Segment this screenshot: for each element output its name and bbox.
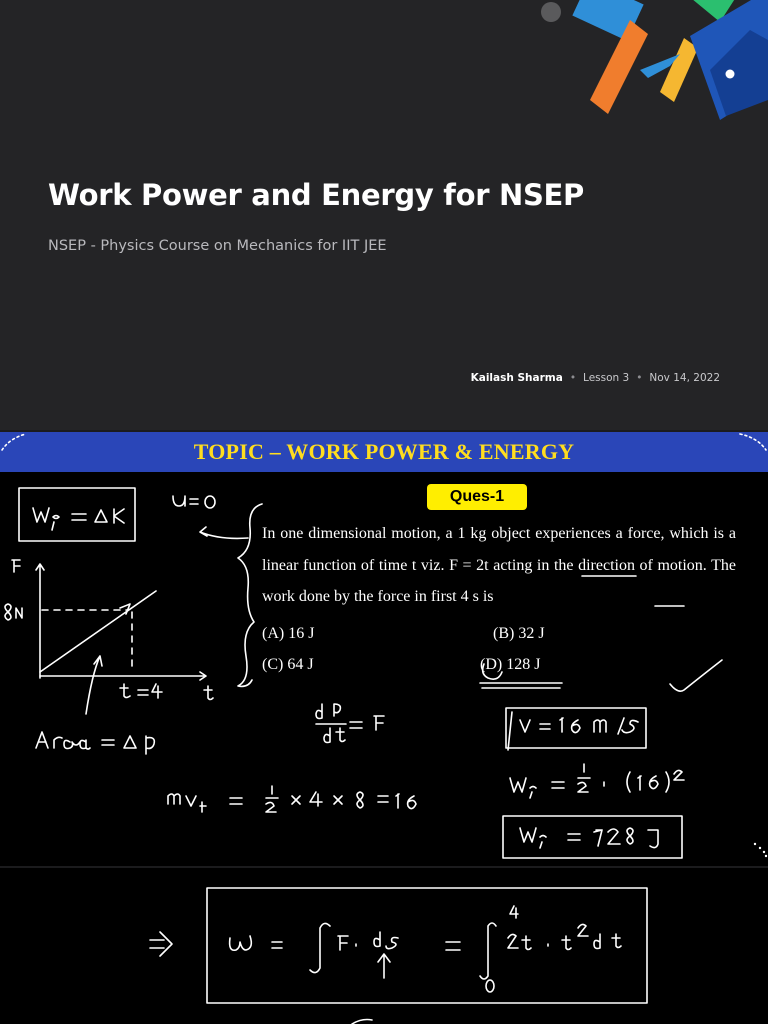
- course-subtitle: NSEP - Physics Course on Mechanics for IIT JEE: [48, 238, 387, 254]
- handwritten-annotations: [0, 432, 768, 866]
- meta-separator: •: [636, 372, 643, 384]
- option-a[interactable]: (A) 16 J: [262, 625, 315, 642]
- option-c[interactable]: (C) 64 J: [262, 656, 314, 673]
- lesson-title: Work Power and Energy for NSEP: [48, 178, 585, 212]
- lesson-meta: [471, 372, 720, 384]
- worked-solution-slide: [0, 868, 768, 1024]
- lesson-date: Nov 14, 2022: [649, 372, 720, 384]
- option-d[interactable]: (D) 128 J: [480, 656, 541, 673]
- meta-separator: •: [569, 372, 577, 384]
- question-text: In one dimensional motion, a 1 kg object experiences a force, which is a linear function of time t viz. F = 2t acting in the direction of motion. The work done by the force in first 4 s is: [262, 525, 736, 605]
- logo-shapes-icon: [520, 0, 768, 130]
- lesson-title-card: [0, 0, 768, 430]
- author-name[interactable]: Kailash Sharma: [470, 372, 563, 384]
- handwritten-integral: [0, 868, 768, 1024]
- question-label: Ques-1: [427, 484, 527, 510]
- option-b[interactable]: (B) 32 J: [493, 625, 545, 642]
- question-slide: [0, 432, 768, 866]
- lesson-number: Lesson 3: [583, 372, 630, 384]
- topic-heading: TOPIC – WORK POWER & ENERGY: [193, 439, 575, 464]
